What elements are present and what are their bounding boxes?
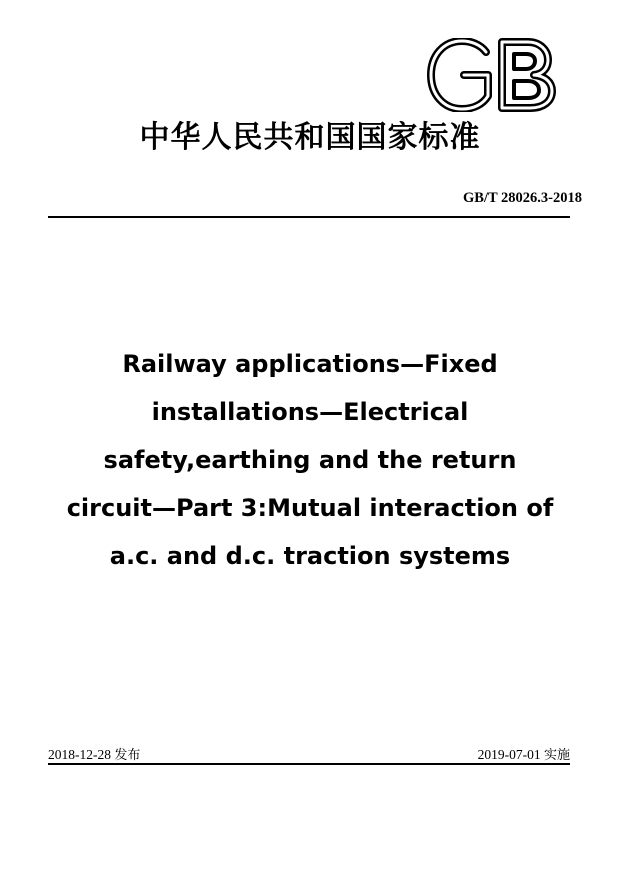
issue-date: 2018-12-28 (48, 747, 111, 762)
implement-date-group (478, 744, 570, 763)
gb-logo (426, 38, 558, 112)
document-title (40, 340, 580, 580)
standard-number: GB/T 28026.3-2018 (463, 190, 582, 206)
issue-date-group (48, 744, 140, 763)
issue-label: 发布 (114, 748, 141, 763)
implement-date: 2019-07-01 (477, 747, 541, 762)
issuing-organization: 中华人民共和国国家标准 (139, 120, 481, 155)
title-line: Railway applications—Fixed (122, 350, 498, 378)
top-divider (48, 216, 570, 218)
title-line: a.c. and d.c. traction systems (109, 542, 511, 570)
title-line: installations—Electrical (151, 398, 469, 426)
title-line: safety,earthing and the return (103, 446, 517, 474)
implement-label: 实施 (543, 748, 570, 763)
title-line: circuit—Part 3:Mutual interaction of (66, 494, 554, 522)
bottom-divider (48, 763, 570, 765)
